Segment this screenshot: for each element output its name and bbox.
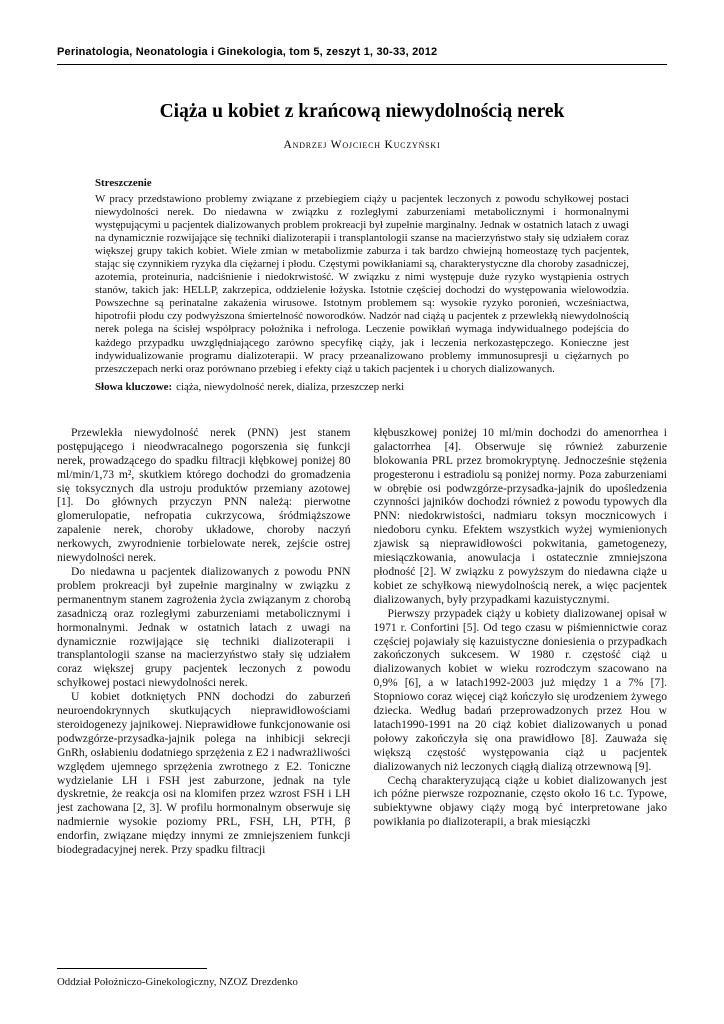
footnote-rule	[57, 968, 207, 969]
body-paragraph: Do niedawna u pacjentek dializowanych z powodu PNN problem prokreacji był zupełnie marginalny w związku z permanentnym stanem zagrożenia życia związanym z chorobą zasadniczą oraz rozległymi zaburzeniami metabolicznymi i hormonalnymi. Jednak w ostatnich latach z uwagi na dynamicznie rozwijające się techniki dializoterapii i transplantologii szanse na macierzyństwo stały się udziałem coraz większej grupy pacjentek leczonych z powodu schyłkowej postaci niewydolności nerek.	[57, 564, 351, 690]
footnote	[57, 968, 298, 988]
body-columns	[57, 426, 667, 857]
journal-header: Perinatologia, Neonatologia i Ginekologia, tom 5, zeszyt 1, 30-33, 2012	[57, 46, 438, 58]
left-column	[57, 426, 351, 857]
body-paragraph: U kobiet dotkniętych PNN dochodzi do zaburzeń neuroendokrynnych skutkujących nieprawidłowościami steroidogenezy jajnikowej. Nieprawidłowe funkcjonowanie osi podwzgórze-przysadka-jajnik polega na inhibicji sekrecji GnRh, osłabieniu dodatniego sprzężenia z E2 i nadwrażliwości względem ujemnego sprzężenia zwrotnego z E2. Toniczne wydzielanie LH i FSH jest zaburzone, jednak na tyle dyskretnie, że reakcja osi na klomifen przez wzrost FSH i LH jest zachowana [2, 3]. W profilu hormonalnym obserwuje się nadmiernie wysokie poziomy PRL, FSH, LH, PTH, β endorfin, związane między innymi ze zmniejszeniem funkcji biodegradacyjnej nerek. Przy spadku filtracji	[57, 690, 351, 857]
keywords-text: ciąża, niewydolność nerek, dializa, przeszczep nerki	[176, 380, 405, 393]
article-author: Andrzej Wojciech Kuczyński	[283, 139, 441, 152]
keywords-label: Słowa kluczowe:	[95, 380, 173, 393]
abstract-heading: Streszczenie	[95, 177, 152, 190]
right-column	[374, 426, 668, 857]
article-title: Ciąża u kobiet z krańcową niewydolnością nerek	[159, 101, 565, 122]
header-rule	[57, 64, 667, 65]
body-paragraph: Przewlekła niewydolność nerek (PNN) jest stanem postępującego i nieodwracalnego pogorszenia się funkcji nerek, prowadzącego do spadku filtracji kłębkowej poniżej 80 ml/min/1,73 m², skutkiem którego dochodzi do gromadzenia się toksycznych dla ustroju produktów przemiany azotowej [1]. Do głównych przyczyn PNN należą: pierwotne glomerulopatie, nefropatia cukrzycowa, śródmiąższowe zapalenie nerek, choroby układowe, choroby naczyń nerkowych, zwyrodnienie torbielowate nerek, zejście ostrej niewydolności nerek.	[57, 425, 351, 565]
footnote-text: Oddział Położniczo-Ginekologiczny, NZOZ Drezdenko	[57, 976, 298, 988]
body-paragraph: Pierwszy przypadek ciąży u kobiety dializowanej opisał w 1971 r. Confortini [5]. Od tego czasu w piśmiennictwie coraz częściej pojawiały się kazuistyczne doniesienia o przypadkach zakończonych sukcesem. W 1980 r. częstość ciąż u dializowanych kobiet w wieku rozrodczym szacowano na 0,9% [6], a w latach1992-2003 już między 1 a 7% [7]. Stopniowo coraz więcej ciąż kończyło się urodzeniem żywego dziecka. Według badań przeprowadzonych przez Hou w latach1990-1991 na 20 ciąż kobiet dializowanych u ponad połowy zakończyła się ona prawidłowo [8]. Zauważa się większą częstość występowania ciąż u pacjentek dializowanych niż leczonych ciągłą dializą otrzewnową [9].	[373, 606, 667, 773]
keywords-line	[95, 381, 629, 394]
body-paragraph: kłębuszkowej poniżej 10 ml/min dochodzi do amenorrhea i galactorrhea [4]. Obserwuje się również zaburzenie blokowania PRL przez bromokryptynę. Jednocześnie stężenia progesteronu i estradiolu są poniżej normy. Poza zaburzeniami w obrębie osi podwzgórze-przysadka-jajnik do upośledzenia czynności jajników dochodzi również z powodu typowych dla PNN: niedokrwistości, nadmiaru toksyn mocznicowych i niedoboru cynku. Efektem wszystkich wyżej wymienionych zjawisk są nieprawidłowości pokwitania, gametogenezy, miesiączkowania, anowulacja i ostatecznie zmniejszona płodność [2]. W związku z powyższym do niedawna ciąże u kobiet ze schyłkową niewydolnością nerek, a więc pacjentek dializowanych, były przypadkami kazuistycznymi.	[373, 425, 667, 606]
body-paragraph: Cechą charakteryzującą ciąże u kobiet dializowanych jest ich późne pierwsze rozpoznanie, często około 16 t.c. Typowe, subiektywne objawy ciąży mogą być interpretowane jako powikłania po dializoterapii, a brak miesiączki	[373, 773, 667, 829]
abstract-section	[95, 177, 629, 394]
page-header	[57, 46, 667, 65]
abstract-text: W pracy przedstawiono problemy związane z przebiegiem ciąży u pacjentek leczonych z powodu schyłkowej postaci niewydolności nerek. Do niedawna w związku z rozległymi zaburzeniami metabolicznymi i hormonalnymi występującymi u pacjentek dializowanych problem prokreacji był zupełnie marginalny. Jednak w ostatnich latach z uwagi na dynamicznie rozwijające się techniki dializoterapii i transplantologii szanse na macierzyństwo stały się udziałem coraz większej grupy takich kobiet. Wiele zmian w metabolizmie zaburza i tak bardzo chwiejną homeostazę tych pacjentek, stając się czynnikiem ryzyka dla ciężarnej i płodu. Częstymi powikłaniami są, charakterystyczne dla choroby zasadniczej, azotemia, proteinuria, nadciśnienie i niedokrwistość. W związku z nimi występuje duże ryzyko wystąpienia ostrych stanów, takich jak: HELLP, zakrzepica, oddzielenie łożyska. Istotnie częściej dochodzi do występowania wielowodzia. Powszechne są perinatalne zakażenia wirusowe. Istotnym problemem są: wysokie ryzyko poronień, wcześniactwa, hipotrofii płodu czy podwyższona śmiertelność noworodków. Nadzór nad ciążą u pacjentek z przewlekłą niewydolnością nerek polega na ścisłej współpracy położnika i nefrologa. Leczenie powikłań wymaga indywidualnego podejścia do każdego przypadku uwzględniającego zarówno specyfikę ciąży, jak i leczenia nerkozastępczego. Konieczne jest indywidualizowanie programu dializoterapii. W pracy przeanalizowano problemy immunosupresji u ciężarnych po przeszczepach nerki oraz porównano przebieg i efekty ciąż u takich pacjentek i u chorych dializowanych.	[95, 192, 629, 375]
